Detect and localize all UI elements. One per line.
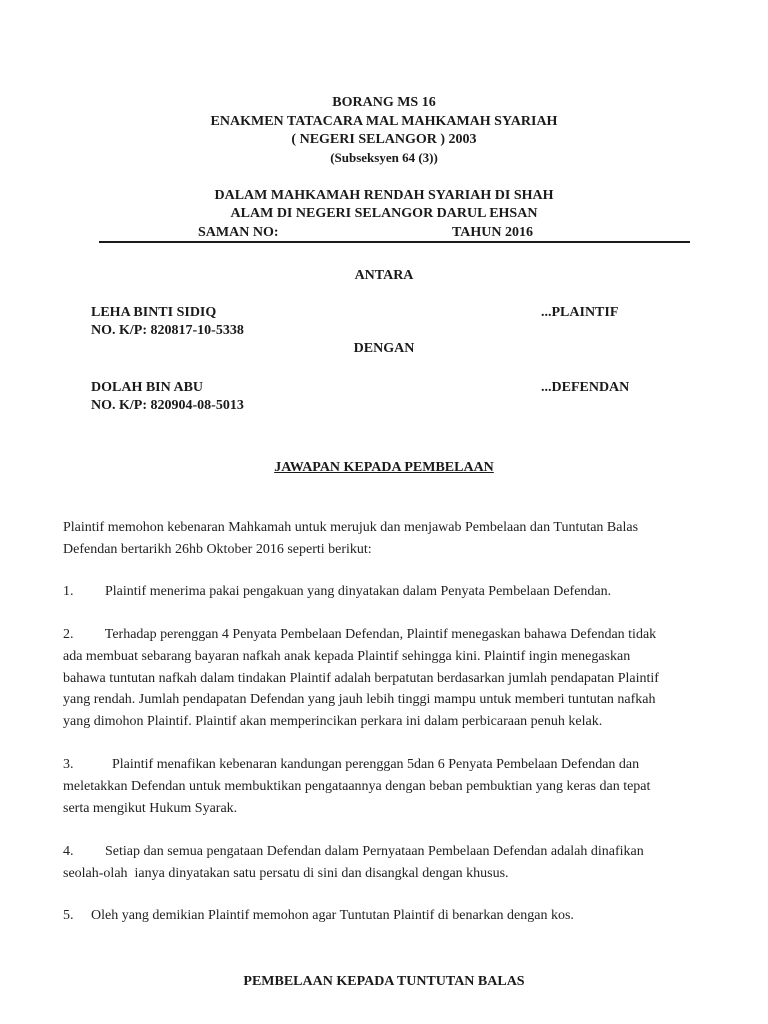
- paragraph-line: 2. Terhadap perenggan 4 Penyata Pembelaan Defendan, Plaintif menegaskan bahawa Defendan tidak: [63, 627, 657, 642]
- intro-line: Plaintif memohon kebenaran Mahkamah untuk merujuk dan menjawab Pembelaan dan Tuntutan Balas: [63, 520, 639, 535]
- defendant-name: DOLAH BIN ABU: [91, 380, 204, 395]
- paragraph-line: 1. Plaintif menerima pakai pengakuan yang dinyatakan dalam Penyata Pembelaan Defendan.: [63, 584, 612, 599]
- paragraph-line: 3. Plaintif menafikan kebenaran kandungan perenggan 5dan 6 Penyata Pembelaan Defendan dan: [63, 757, 640, 772]
- paragraph-3: [63, 754, 713, 819]
- paragraph-4: [63, 841, 713, 885]
- form-name: BORANG MS 16: [332, 95, 436, 110]
- court-line-1: DALAM MAHKAMAH RENDAH SYARIAH DI SHAH: [214, 188, 554, 203]
- paragraph-line: 4. Setiap dan semua pengataan Defendan dalam Pernyataan Pembelaan Defendan adalah dinafikan: [63, 844, 644, 859]
- paragraph-5: [63, 905, 713, 927]
- paragraph-2: [63, 624, 713, 733]
- plaintiff-role: ...PLAINTIF: [541, 305, 619, 320]
- header-rule: [99, 241, 690, 243]
- plaintiff-name: LEHA BINTI SIDIQ: [91, 305, 217, 320]
- plaintiff-ic: NO. K/P: 820817-10-5338: [91, 323, 244, 338]
- paragraph-line: yang rendah. Jumlah pendapatan Defendan yang jauh lebih tinggi mampu untuk memberi tuntutan nafkah: [63, 692, 656, 708]
- intro-line: Defendan bertarikh 26hb Oktober 2016 seperti berikut:: [63, 541, 372, 557]
- paragraph-line: yang dimohon Plaintif. Plaintif akan memperincikan perkara ini dalam perbicaraan penuh kelak.: [63, 714, 603, 730]
- paragraph-line: 5. Oleh yang demikian Plaintif memohon agar Tuntutan Plaintif di benarkan dengan kos.: [63, 908, 574, 923]
- defendant-ic: NO. K/P: 820904-08-5013: [91, 398, 244, 413]
- summons-label: SAMAN NO:: [198, 225, 279, 240]
- document-title-text: JAWAPAN KEPADA PEMBELAAN: [274, 460, 494, 475]
- year-label: TAHUN 2016: [452, 225, 534, 240]
- subsection: (Subseksyen 64 (3)): [330, 150, 438, 165]
- paragraph-line: ada membuat sebarang bayaran nafkah anak kepada Plaintif sehingga kini. Plaintif ingin menegaskan: [63, 648, 631, 664]
- paragraph-1: [63, 581, 713, 603]
- with-label: DENGAN: [353, 341, 415, 356]
- paragraph-line: bahawa tuntutan nafkah dalam tindakan Plaintif adalah berpatutan berdasarkan jumlah pendapatan Plaintif: [63, 670, 659, 686]
- paragraph-line: serta mengikut Hukum Syarak.: [63, 800, 238, 816]
- intro-paragraph: [63, 517, 713, 561]
- defendant-role: ...DEFENDAN: [541, 380, 630, 395]
- paragraph-line: meletakkan Defendan untuk membuktikan pengataannya dengan beban pembuktian yang keras dan tepat: [63, 778, 651, 794]
- between-label: ANTARA: [354, 268, 414, 283]
- counterclaim-heading: PEMBELAAN KEPADA TUNTUTAN BALAS: [243, 974, 525, 989]
- court-line-2: ALAM DI NEGERI SELANGOR DARUL EHSAN: [230, 206, 538, 221]
- paragraph-line: seolah-olah ianya dinyatakan satu persatu di sini dan disangkal dengan khusus.: [63, 865, 509, 881]
- document-title: [0, 458, 768, 477]
- state-year: ( NEGERI SELANGOR ) 2003: [291, 132, 477, 147]
- enactment-title: ENAKMEN TATACARA MAL MAHKAMAH SYARIAH: [210, 114, 558, 129]
